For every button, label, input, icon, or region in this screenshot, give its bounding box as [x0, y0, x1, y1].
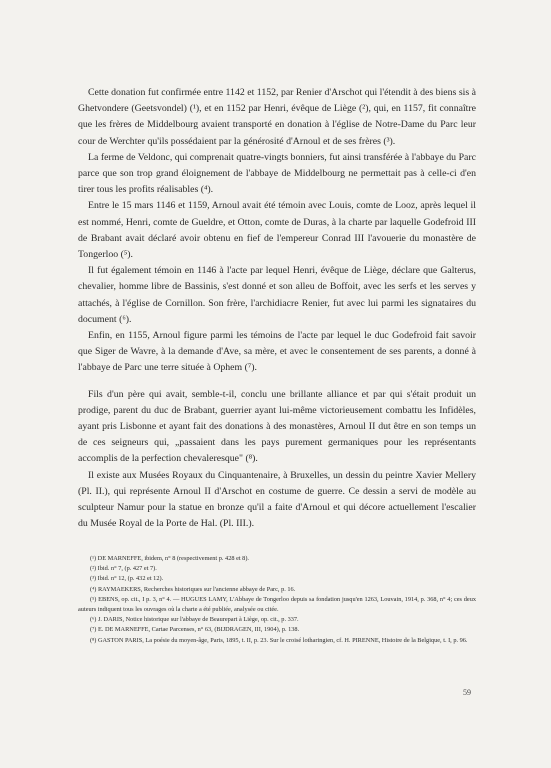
main-text: [78, 85, 476, 532]
paragraph-tongerloo-charter: Entre le 15 mars 1146 et 1159, Arnoul avait été témoin avec Louis, comte de Looz, après lequel il est nommé, Henri, comte de Gueldre, et Otton, comte de Duras, à la charte par laquelle Godefroid III de Brabant avait déclaré avoir obtenu en fief de l'empereur Conrad III l'avouerie du monastère de Tongerloo (⁵).: [78, 200, 476, 261]
footnote-8: (⁸) GASTON PARIS, La poésie du moyen-âge, Paris, 1895, t. II, p. 23. Sur le croisé lotharingien, cf. H. PIRENNE, Histoire de la Belgique, t. I, p. 96.: [90, 636, 468, 644]
footnote-6: (⁶) J. DARIS, Notice historique sur l'abbaye de Beaurepart à Liège, op. cit., p. 337.: [90, 616, 299, 624]
footnotes: [78, 554, 476, 646]
footnote-4: (⁴) RAYMAEKERS, Recherches historiques sur l'ancienne abbaye de Parc, p. 16.: [90, 585, 296, 593]
paragraph-ophem-land: Enfin, en 1155, Arnoul figure parmi les témoins de l'acte par lequel le duc Godefroid fait savoir que Siger de Wavre, à la demande d'Ave, sa mère, et avec le consentement de ses parents, a donné à l'abbaye de Parc une terre située à Ophem (⁷).: [78, 330, 476, 374]
paragraph-donation: Cette donation fut confirmée entre 1142 et 1152, par Renier d'Arschot qui l'étendit à des biens sis à Ghetvondere (Geetsvondel) (¹), et en 1152 par Henri, évêque de Liège (²), qui, en 1157, fit connaître que les frères de Middelbourg avaient transporté en donation à l'église de Notre-Dame du Parc leur cour de Werchter qu'ils possédaient par la générosité d'Arnoul et de ses frères (³).: [78, 87, 476, 147]
paragraph-cornillon-witness: Il fut également témoin en 1146 à l'acte par lequel Henri, évêque de Liège, déclare que Galterus, chevalier, homme libre de Bassinis, s'est donné et son alleu de Boffoit, avec les serfs et les serves y attachés, à l'église de Cornillon. Son frère, l'archidiacre Renier, fut avec lui parmi les signataires du document (⁶).: [78, 265, 476, 325]
page-number: 59: [463, 688, 471, 697]
paragraph-mellery-drawing: Il existe aux Musées Royaux du Cinquantenaire, à Bruxelles, un dessin du peintre Xavier Mellery (Pl. II.), qui représente Arnoul II d'Arschot en costume de guerre. Ce dessin a servi de modèle au sculpteur Namur pour la statue en bronze qu'il a faite d'Arnoul et qui décore actuellement l'escalier du Musée Royal de la Porte de Hal. (Pl. III.).: [78, 469, 476, 530]
footnote-5: (⁵) EBENS, op. cit., I p. 3, n° 4. — HUGUES LAMY, L'Abbaye de Tongerloo depuis sa fondation jusqu'en 1263, Louvain, 1914, p. 368, n° 4; ces deux auteurs indiquent tous les ouvrages où la charte a été publiée, analysée ou citée.: [78, 595, 476, 614]
paragraph-veldonc-farm: La ferme de Veldonc, qui comprenait quatre-vingts bonniers, fut ainsi transférée à l'abbaye du Parc parce que son trop grand éloignement de l'abbaye de Middelbourg ne permettait pas à celle-ci d'en tirer tous les profits réalisables (⁴).: [78, 151, 476, 196]
footnote-7: (⁷) E. DE MARNEFFE, Cartae Parcenses, n° 63, (BIJDRAGEN, III, 1904), p. 138.: [90, 626, 300, 634]
footnote-3: (³) Ibid. n° 12, (p. 432 et 12).: [90, 575, 164, 583]
footnote-1: (¹) DE MARNEFFE, ibidem, n° 8 (respectivement p. 428 et 8).: [90, 555, 250, 562]
footnote-2: (²) Ibid. n° 7, (p. 427 et 7).: [90, 565, 157, 573]
paragraph-chivalry: Fils d'un père qui avait, semble-t-il, conclu une brillante alliance et par qui s'était produit un prodige, parent du duc de Brabant, guerrier ayant lui-même victorieusement combattu les Infidèles, ayant pris Lisbonne et ayant fait des donations à des monastères, Arnoul II dut être en son temps un de ces seigneurs qui, „passaient dans les pays purement germaniques pour les représentants accomplis de la perfection chevaleresque" (⁸).: [78, 388, 476, 465]
